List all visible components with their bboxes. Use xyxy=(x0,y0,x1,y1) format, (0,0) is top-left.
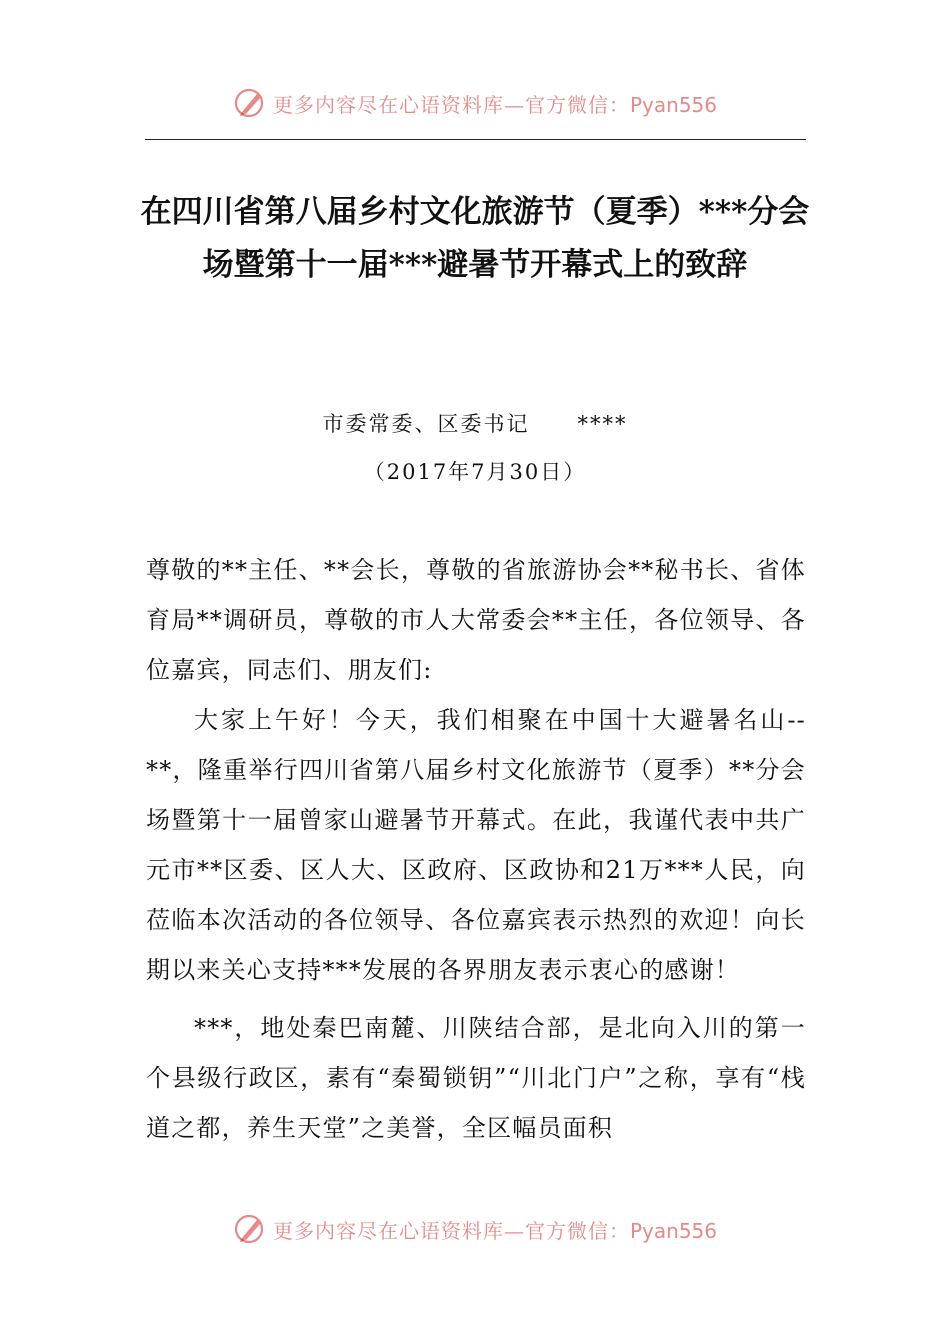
body-paragraph: 大家上午好！今天，我们相聚在中国十大避暑名山--**，隆重举行四川省第八届乡村文化旅游节（夏季）**分会场暨第十一届曾家山避暑节开幕式。在此，我谨代表中共广元市**区委、区人大、区政府、区政协和21万***人民，向莅临本次活动的各位领导、各位嘉宾表示热烈的欢迎！向长期以来关心支持***发展的各界朋友表示衷心的感谢！ xyxy=(146,706,806,984)
document-body xyxy=(146,545,806,1153)
speech-date: （2017年7月30日） xyxy=(363,460,587,484)
author-name: **** xyxy=(577,412,628,436)
author-line xyxy=(0,408,950,438)
body-paragraph: ***，地处秦巴南麓、川陕结合部，是北向入川的第一个县级行政区，素有“秦蜀锁钥”“川北门户”之称，享有“栈道之都，养生天堂”之美誉，全区幅员面积 xyxy=(146,1014,806,1142)
document-title: 在四川省第八届乡村文化旅游节（夏季）***分会场暨第十一届***避暑节开幕式上的致辞 xyxy=(140,194,810,283)
salutation-paragraph: 尊敬的**主任、**会长，尊敬的省旅游协会**秘书长、省体育局**调研员，尊敬的市人大常委会**主任，各位领导、各位嘉宾，同志们、朋友们: xyxy=(146,556,806,684)
pen-logo-icon xyxy=(233,86,267,120)
watermark-header xyxy=(0,86,950,120)
watermark-footer xyxy=(0,1212,950,1246)
watermark-text: 更多内容尽在心语资料库—官方微信：Pyan556 xyxy=(272,92,717,117)
watermark-text: 更多内容尽在心语资料库—官方微信：Pyan556 xyxy=(272,1218,717,1243)
header-rule xyxy=(145,139,806,140)
pen-logo-icon xyxy=(233,1212,267,1246)
author-title: 市委常委、区委书记 xyxy=(322,412,530,436)
